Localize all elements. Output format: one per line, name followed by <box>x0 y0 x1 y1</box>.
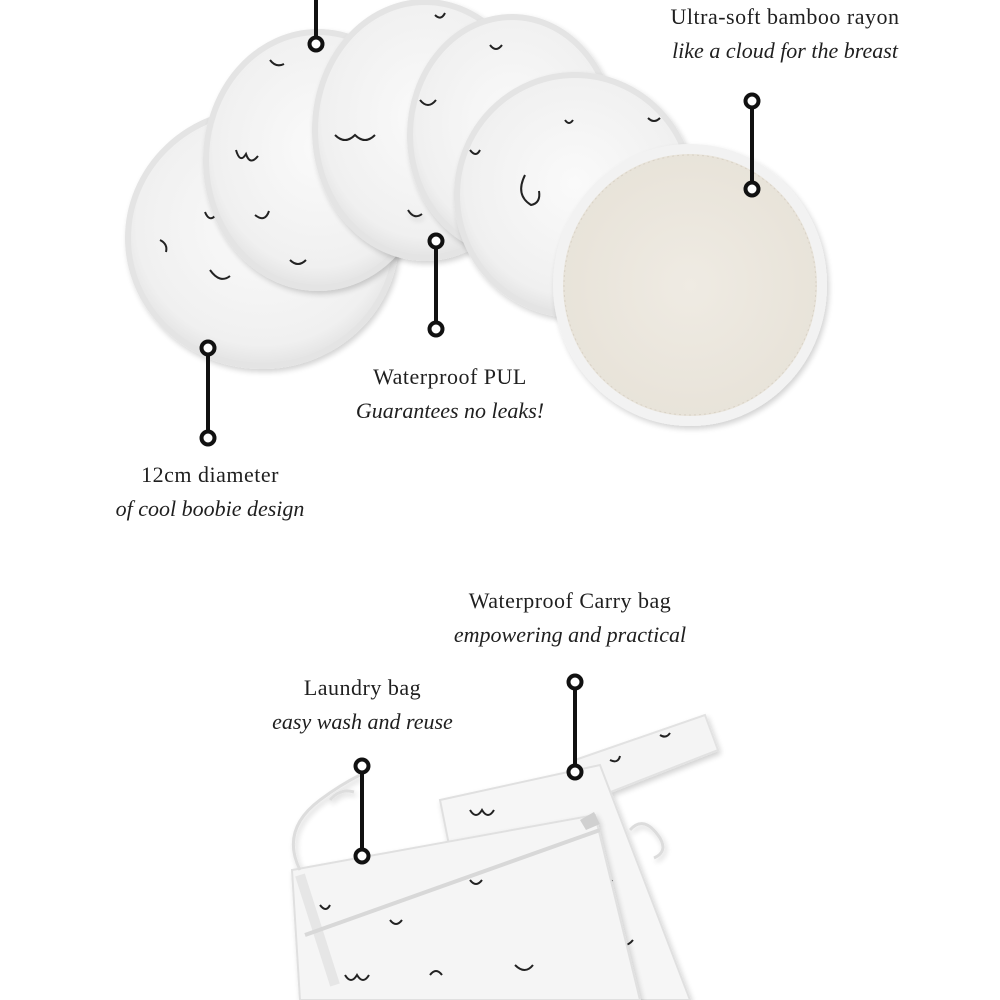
caption-carry-bag-subtitle: empowering and practical <box>453 622 687 647</box>
caption-bamboo-subtitle: like a cloud for the breast <box>672 38 898 63</box>
caption-carry-bag <box>425 584 715 652</box>
pointer-top-left <box>310 0 323 51</box>
caption-laundry-bag-subtitle: easy wash and reuse <box>272 709 453 734</box>
caption-carry-bag-title: Waterproof Carry bag <box>468 588 672 613</box>
caption-laundry-bag-title: Laundry bag <box>303 675 422 700</box>
caption-bamboo <box>650 0 920 68</box>
caption-bamboo-title: Ultra-soft bamboo rayon <box>670 4 900 29</box>
caption-diameter-subtitle: of cool boobie design <box>115 496 305 521</box>
caption-laundry-bag <box>240 671 485 739</box>
caption-pul <box>325 360 575 428</box>
caption-pul-title: Waterproof PUL <box>373 364 527 389</box>
caption-pul-subtitle: Guarantees no leaks! <box>355 398 545 423</box>
caption-diameter-title: 12cm diameter <box>141 462 279 487</box>
pad-bamboo-side <box>558 149 822 421</box>
caption-diameter <box>90 458 330 526</box>
